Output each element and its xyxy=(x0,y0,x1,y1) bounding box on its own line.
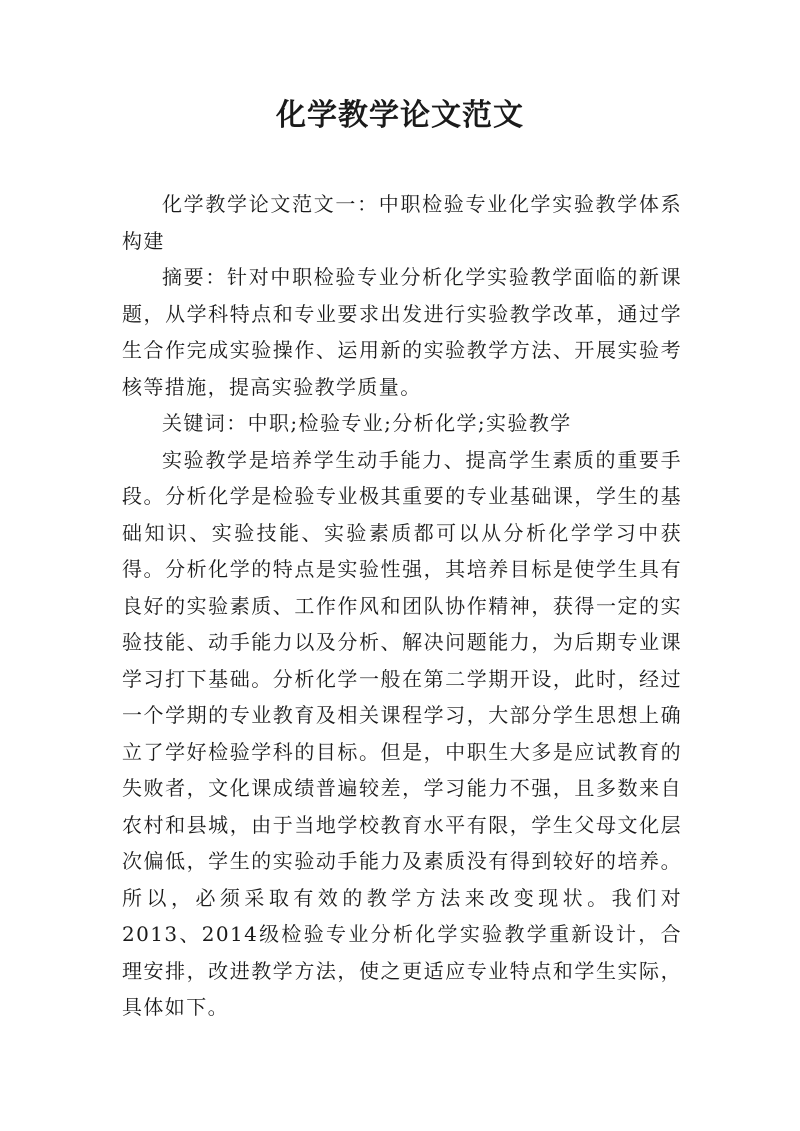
keywords-paragraph: 关键词：中职;检验专业;分析化学;实验教学 xyxy=(162,411,572,435)
page-title: 化学教学论文范文 xyxy=(276,98,524,133)
body-paragraph: 实验教学是培养学生动手能力、提高学生素质的重要手段。分析化学是检验专业极其重要的专业基础课，学生的基础知识、实验技能、实验素质都可以从分析化学学习中获得。分析化学的特点是实验性强，其培养目标是使学生具有良好的实验素质、工作作风和团队协作精神，获得一定的实验技能、动手能力以及分析、解决问题能力，为后期专业课学习打下基础。分析化学一般在第二学期开设，此时，经过一个学期的专业教育及相关课程学习，大部分学生思想上确立了学好检验学科的目标。但是，中职生大多是应试教育的失败者，文化课成绩普遍较差，学习能力不强，且多数来自农村和县城，由于当地学校教育水平有限，学生父母文化层次偏低，学生的实验动手能力及素质没有得到较好的培养。所以，必须采取有效的教学方法来改变现状。我们对2013、2014级检验专业分析化学实验教学重新设计，合理安排，改进教学方法，使之更适应专业特点和学生实际，具体如下。 xyxy=(122,447,682,1019)
abstract-paragraph: 摘要：针对中职检验专业分析化学实验教学面临的新课题，从学科特点和专业要求出发进行实验教学改革，通过学生合作完成实验操作、运用新的实验教学方法、开展实验考核等措施，提高实验教学质量。 xyxy=(122,265,682,399)
section-heading: 化学教学论文范文一：中职检验专业化学实验教学体系构建 xyxy=(122,192,682,253)
document-body xyxy=(122,186,682,1026)
